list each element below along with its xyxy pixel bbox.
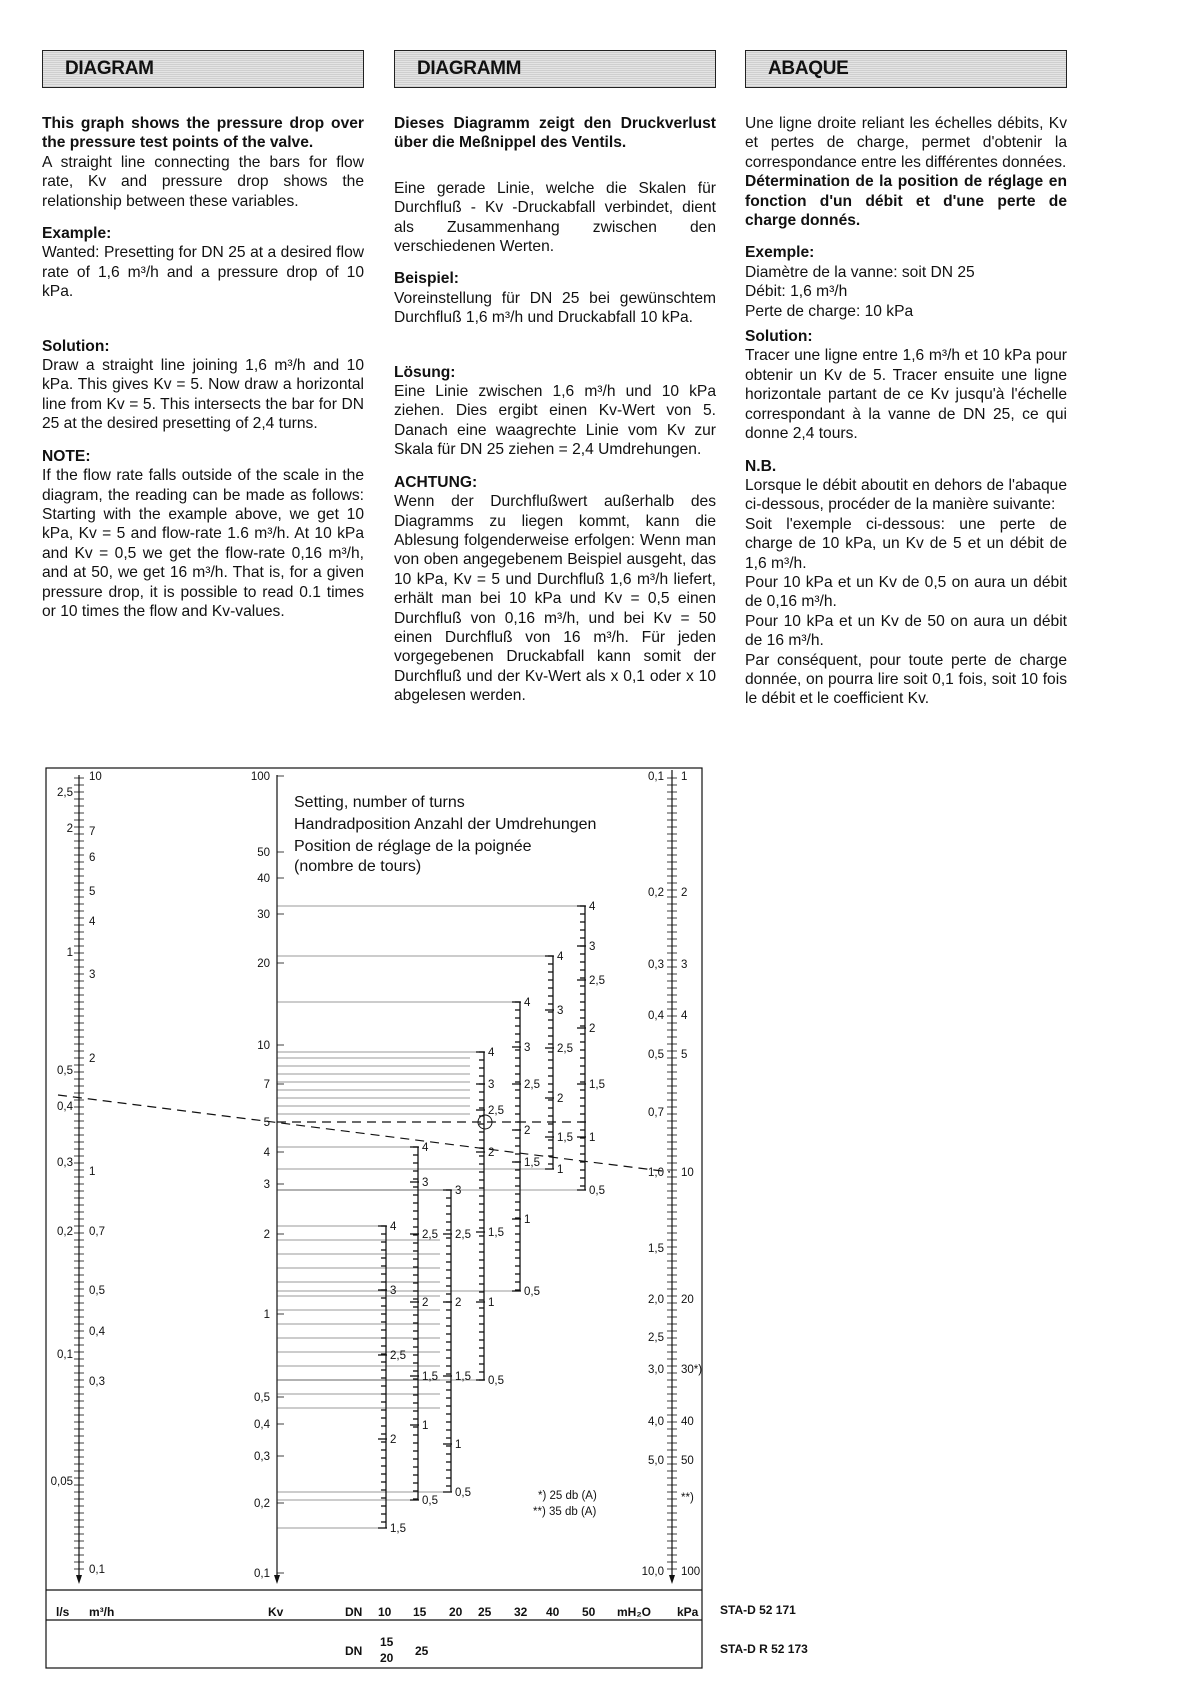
kv-scale-label: 2 bbox=[263, 1229, 270, 1241]
english-intro-bold: This graph shows the pressure drop over the pressure test points of the valve. bbox=[42, 115, 364, 152]
setting-label: 2,5 bbox=[422, 1229, 438, 1241]
german-example-title: Beispiel: bbox=[394, 270, 459, 288]
setting-label: 4 bbox=[589, 901, 596, 913]
setting-label: 1,5 bbox=[422, 1371, 438, 1383]
kv-scale-label: 0,3 bbox=[254, 1451, 270, 1463]
french-example-title: Exemple: bbox=[745, 244, 815, 262]
m3h-scale-label: 0,3 bbox=[89, 1376, 105, 1388]
axis-label: m³/h bbox=[89, 1605, 115, 1619]
kv-scale-label: 5 bbox=[263, 1117, 270, 1129]
kpa-scale-label: 2 bbox=[681, 887, 688, 899]
setting-label: 2,5 bbox=[390, 1350, 406, 1362]
m3h-scale-label: 7 bbox=[89, 826, 96, 838]
french-note-para: Lorsque le débit aboutit en dehors de l'abaque ci-dessous, procéder de la manière suivante: bbox=[745, 476, 1067, 514]
doc-code-2: STA-D R 52 173 bbox=[720, 1642, 808, 1656]
german-note-text: Wenn der Durchflußwert außerhalb des Diagramms zu liegen kommt, kann die Ablesung folgenderweise erfolgen: Wenn man von oben angegebenem Beispiel ausgeht, das 10 kPa, Kv = 5 und Durchfluß 1,6 m³/h liefert, erhält man bei 10 kPa und Kv = 0,5 einen Durchfluß von 0,16 m³/h, und bei Kv = 50 einen Durchfluß von 16 m³/h. Für jeden vorgegebenen Druckabfall kann somit der Durchfluß und der Kv-Wert als x 0,1 oder x 10 abgelesen werden. bbox=[394, 493, 716, 705]
setting-label: 2 bbox=[589, 1023, 596, 1035]
setting-label: 1,5 bbox=[557, 1132, 573, 1144]
mh2o-scale-label: 0,7 bbox=[648, 1107, 664, 1119]
m3h-scale-label: 0,1 bbox=[89, 1564, 105, 1576]
kpa-scale-label: 4 bbox=[681, 1010, 688, 1022]
ls-scale-label: 0,2 bbox=[57, 1226, 73, 1238]
setting-label: 3 bbox=[422, 1177, 429, 1189]
setting-label: 1,5 bbox=[390, 1523, 406, 1535]
setting-label: 0,5 bbox=[589, 1185, 605, 1197]
mh2o-scale-label: 1,5 bbox=[648, 1243, 664, 1255]
kpa-scale-label: 30*) bbox=[681, 1364, 703, 1376]
french-note-para: Soit l'exemple ci-dessous: une perte de charge de 10 kPa, un Kv de 5 et un débit de 1,6 m³/h. bbox=[745, 515, 1067, 572]
axis-label: DN bbox=[345, 1605, 363, 1619]
doc-code-1: STA-D 52 171 bbox=[720, 1603, 796, 1617]
mh2o-scale-label: 3,0 bbox=[648, 1364, 664, 1376]
mh2o-scale-label: 1,0 bbox=[648, 1167, 664, 1179]
setting-label: 2,5 bbox=[488, 1105, 504, 1117]
axis-label: 25 bbox=[415, 1644, 429, 1658]
french-example-line: Diamètre de la vanne: soit DN 25 bbox=[745, 263, 975, 281]
setting-label: 4 bbox=[557, 951, 564, 963]
setting-label: 0,5 bbox=[488, 1375, 504, 1387]
setting-label: 1 bbox=[557, 1164, 564, 1176]
m3h-scale-label: 3 bbox=[89, 969, 96, 981]
setting-label: 1,5 bbox=[524, 1157, 540, 1169]
ls-scale-label: 1 bbox=[66, 947, 73, 959]
m3h-scale-label: 2 bbox=[89, 1053, 96, 1065]
axis-label: 50 bbox=[582, 1605, 596, 1619]
setting-label: 2 bbox=[557, 1093, 564, 1105]
ls-scale-label: 0,3 bbox=[57, 1157, 73, 1169]
setting-label: 1,5 bbox=[455, 1371, 471, 1383]
m3h-scale-label: 5 bbox=[89, 886, 96, 898]
french-note-title: N.B. bbox=[745, 457, 777, 475]
setting-label: 2 bbox=[488, 1147, 495, 1159]
setting-label: 2,5 bbox=[524, 1079, 540, 1091]
english-example-text: Wanted: Presetting for DN 25 at a desired flow rate of 1,6 m³/h and a pressure drop of 10 kPa. bbox=[42, 244, 364, 301]
setting-label: 4 bbox=[524, 997, 531, 1009]
axis-label: 10 bbox=[378, 1605, 392, 1619]
english-note-text: If the flow rate falls outside of the scale in the diagram, the reading can be made as follows: Starting with the example above, we get 10 kPa, Kv = 5 and flow-rate 1.6 m³/h. At 10 kPa and Kv = 0,5 we get the flow-rate 0,16 m³/h, and at 50, we get 16 m³/h. That is, for a given pressure drop, it is possible to read 0.1 times or 10 times the flow and Kv-values. bbox=[42, 467, 364, 620]
ls-scale-label: 0,5 bbox=[57, 1065, 73, 1077]
english-note-title: NOTE: bbox=[42, 447, 91, 465]
axis-label: 40 bbox=[546, 1605, 560, 1619]
kv-scale-label: 30 bbox=[257, 909, 270, 921]
axis-label: mH₂O bbox=[617, 1605, 652, 1619]
axis-label: 25 bbox=[478, 1605, 492, 1619]
setting-label: 0,5 bbox=[422, 1495, 438, 1507]
mh2o-scale-label: 0,3 bbox=[648, 959, 664, 971]
setting-label: 3 bbox=[390, 1285, 397, 1297]
axis-label: Kv bbox=[268, 1605, 284, 1619]
english-intro: A straight line connecting the bars for flow rate, Kv and pressure drop shows the relationship between these variables. bbox=[42, 153, 364, 210]
english-solution-text: Draw a straight line joining 1,6 m³/h and 10 kPa. This gives Kv = 5. Now draw a horizontal line from Kv = 5. This intersects the bar for DN 25 at the desired presetting of 2,4 turns. bbox=[42, 357, 364, 433]
kpa-scale-label: 1 bbox=[681, 771, 688, 783]
axis-label: kPa bbox=[677, 1605, 699, 1619]
german-solution-text: Eine Linie zwischen 1,6 m³/h und 10 kPa ziehen. Dies ergibt einen Kv-Wert von 5. Danach eine waagrechte Linie vom Kv zur Skala für DN 25 ziehen = 2,4 Umdrehungen. bbox=[394, 383, 716, 459]
setting-label: 2 bbox=[455, 1297, 462, 1309]
kpa-scale-label: 10 bbox=[681, 1167, 694, 1179]
kv-scale-label: 0,1 bbox=[254, 1568, 270, 1580]
german-intro-bold: Dieses Diagramm zeigt den Druckverlust über die Meßnippel des Ventils. bbox=[394, 115, 716, 152]
french-example-line: Perte de charge: 10 kPa bbox=[745, 302, 914, 320]
setting-label: 1,5 bbox=[589, 1079, 605, 1091]
diagram-title-line: Setting, number of turns bbox=[294, 794, 465, 811]
m3h-scale-label: 4 bbox=[89, 916, 96, 928]
mh2o-scale-label: 5,0 bbox=[648, 1455, 664, 1467]
m3h-scale-label: 6 bbox=[89, 852, 96, 864]
m3h-scale-label: 0,7 bbox=[89, 1226, 105, 1238]
french-solution-text: Tracer une ligne entre 1,6 m³/h et 10 kPa pour obtenir un Kv de 5. Tracer ensuite une ligne horizontale partant de ce Kv jusqu'à l'échelle correspondant à la vanne de DN 25, ce qui donne 2,4 tours. bbox=[745, 347, 1067, 443]
german-solution-title: Lösung: bbox=[394, 363, 456, 381]
setting-label: 1 bbox=[455, 1439, 462, 1451]
kpa-scale-label: 40 bbox=[681, 1416, 694, 1428]
setting-label: 4 bbox=[390, 1221, 397, 1233]
kv-scale-label: 0,4 bbox=[254, 1419, 270, 1431]
setting-label: 0,5 bbox=[455, 1487, 471, 1499]
axis-label: 32 bbox=[514, 1605, 528, 1619]
kv-scale-label: 7 bbox=[263, 1079, 270, 1091]
kpa-scale-label: 3 bbox=[681, 959, 688, 971]
setting-label: 0,5 bbox=[524, 1286, 540, 1298]
mh2o-scale-label: 0,2 bbox=[648, 887, 664, 899]
setting-label: 3 bbox=[488, 1079, 495, 1091]
setting-label: 4 bbox=[422, 1142, 429, 1154]
kv-scale-label: 0,2 bbox=[254, 1498, 270, 1510]
setting-label: 2 bbox=[390, 1434, 397, 1446]
setting-label: 1 bbox=[589, 1132, 596, 1144]
axis-label: DN bbox=[345, 1644, 363, 1658]
ls-scale-label: 0,05 bbox=[50, 1476, 73, 1488]
kv-scale-label: 1 bbox=[263, 1309, 270, 1321]
german-example-text: Voreinstellung für DN 25 bei gewünschtem Durchfluß 1,6 m³/h und Druckabfall 10 kPa. bbox=[394, 289, 716, 327]
kv-scale-label: 100 bbox=[250, 771, 270, 783]
kpa-scale-label: 50 bbox=[681, 1455, 694, 1467]
mh2o-scale-label: 2,0 bbox=[648, 1294, 664, 1306]
french-solution-title: Solution: bbox=[745, 328, 813, 346]
diagram-title-line: Handradposition Anzahl der Umdrehungen bbox=[294, 816, 597, 833]
setting-label: 2 bbox=[422, 1297, 429, 1309]
french-example-line: Débit: 1,6 m³/h bbox=[745, 283, 848, 301]
setting-label: 1 bbox=[488, 1297, 495, 1309]
axis-label: 20 bbox=[380, 1651, 394, 1665]
kv-scale-label: 10 bbox=[257, 1040, 270, 1052]
french-intro-bold: Détermination de la position de réglage en fonction d'un débit et d'une perte de charge donnés. bbox=[745, 173, 1067, 230]
kv-scale-label: 50 bbox=[257, 847, 270, 859]
german-heading: DIAGRAMM bbox=[394, 50, 716, 88]
mh2o-scale-label: 0,1 bbox=[648, 771, 664, 783]
setting-label: 1 bbox=[524, 1214, 531, 1226]
m3h-scale-label: 1 bbox=[89, 1166, 96, 1178]
footnote: *) 25 db (A) bbox=[538, 1490, 597, 1502]
setting-label: 4 bbox=[488, 1047, 495, 1059]
diagram-title-line: (nombre de tours) bbox=[294, 858, 422, 875]
setting-label: 2 bbox=[524, 1125, 531, 1137]
ls-scale-label: 0,4 bbox=[57, 1101, 73, 1113]
kpa-scale-label: 5 bbox=[681, 1049, 688, 1061]
axis-label: 20 bbox=[449, 1605, 463, 1619]
setting-label: 3 bbox=[589, 941, 596, 953]
german-note-title: ACHTUNG: bbox=[394, 473, 478, 491]
kv-scale-label: 4 bbox=[263, 1147, 270, 1159]
m3h-scale-label: 10 bbox=[89, 771, 102, 783]
diagram-title-line: Position de réglage de la poignée bbox=[294, 838, 532, 855]
m3h-scale-label: 0,4 bbox=[89, 1326, 105, 1338]
m3h-scale-label: 0,5 bbox=[89, 1285, 105, 1297]
kpa-scale-label: **) bbox=[681, 1492, 694, 1504]
kv-scale-label: 20 bbox=[257, 958, 270, 970]
setting-label: 2,5 bbox=[589, 975, 605, 987]
french-note-para: Par conséquent, pour toute perte de charge donnée, on pourra lire soit 0,1 fois, soit 10 fois le débit et le coefficient Kv. bbox=[745, 651, 1067, 708]
french-intro: Une ligne droite reliant les échelles débits, Kv et pertes de charge, permet d'obtenir la correspondance entre les différentes données. bbox=[745, 115, 1067, 171]
setting-label: 2,5 bbox=[455, 1229, 471, 1241]
setting-label: 3 bbox=[557, 1005, 564, 1017]
footnote: **) 35 db (A) bbox=[533, 1506, 597, 1518]
ls-scale-label: 0,1 bbox=[57, 1349, 73, 1361]
mh2o-scale-label: 4,0 bbox=[648, 1416, 664, 1428]
mh2o-scale-label: 2,5 bbox=[648, 1332, 664, 1344]
kv-scale-label: 40 bbox=[257, 873, 270, 885]
french-heading: ABAQUE bbox=[745, 50, 1067, 88]
axis-label: 15 bbox=[380, 1635, 394, 1649]
mh2o-scale-label: 0,4 bbox=[648, 1010, 664, 1022]
kv-scale-label: 0,5 bbox=[254, 1392, 270, 1404]
setting-label: 3 bbox=[455, 1185, 462, 1197]
mh2o-scale-label: 10,0 bbox=[641, 1566, 664, 1578]
english-heading: DIAGRAM bbox=[42, 50, 364, 88]
kv-scale-label: 3 bbox=[263, 1179, 270, 1191]
english-example-title: Example: bbox=[42, 225, 112, 243]
setting-label: 2,5 bbox=[557, 1043, 573, 1055]
setting-label: 1,5 bbox=[488, 1227, 504, 1239]
german-intro: Eine gerade Linie, welche die Skalen für Durchfluß - Kv -Druckabfall verbindet, dient als Zusammenhang zwischen den verschiedenen Werten. bbox=[394, 179, 716, 256]
kpa-scale-label: 20 bbox=[681, 1294, 694, 1306]
setting-label: 1 bbox=[422, 1420, 429, 1432]
ls-scale-label: 2 bbox=[66, 823, 73, 835]
french-note-para: Pour 10 kPa et un Kv de 50 on aura un débit de 16 m³/h. bbox=[745, 612, 1067, 650]
ls-scale-label: 2,5 bbox=[57, 787, 73, 799]
kpa-scale-label: 100 bbox=[681, 1566, 701, 1578]
axis-label: l/s bbox=[56, 1605, 70, 1619]
french-note-para: Pour 10 kPa et un Kv de 0,5 on aura un débit de 0,16 m³/h. bbox=[745, 573, 1067, 611]
axis-label: 15 bbox=[413, 1605, 427, 1619]
mh2o-scale-label: 0,5 bbox=[648, 1049, 664, 1061]
setting-label: 3 bbox=[524, 1042, 531, 1054]
english-solution-title: Solution: bbox=[42, 337, 110, 355]
